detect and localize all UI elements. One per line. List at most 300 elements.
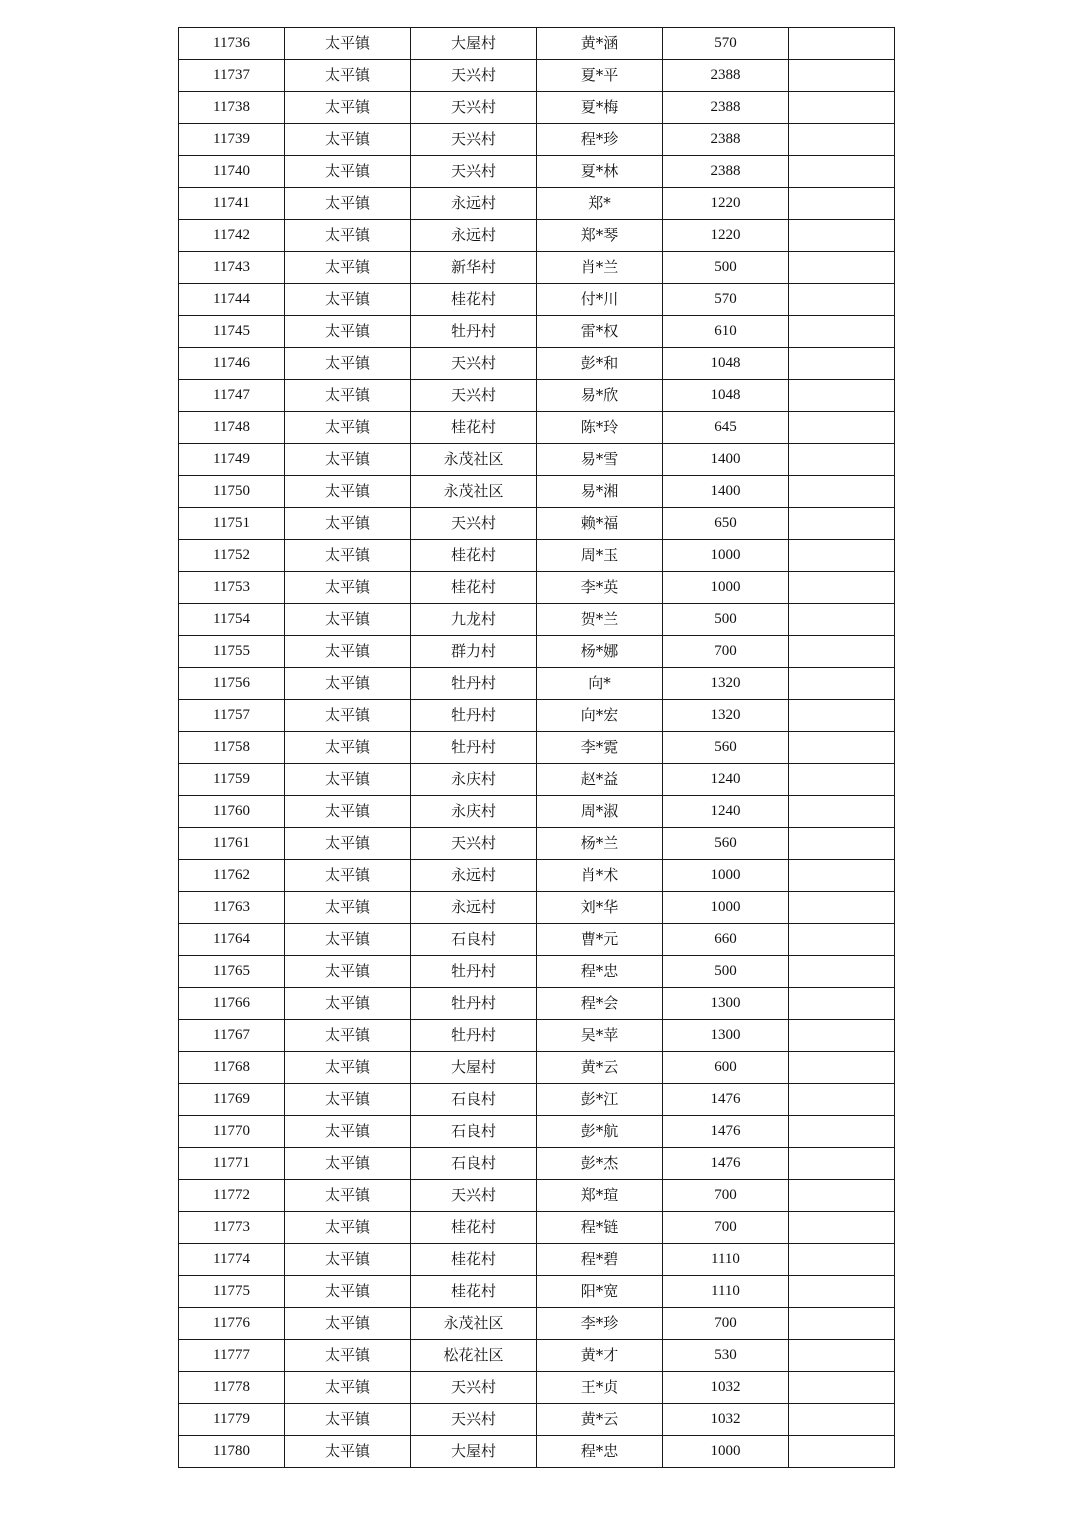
serial-number-cell: 11777 (179, 1340, 285, 1372)
town-cell: 太平镇 (285, 700, 411, 732)
serial-number-cell: 11754 (179, 604, 285, 636)
village-cell: 桂花村 (411, 412, 537, 444)
name-cell: 程*会 (537, 988, 663, 1020)
table-row (179, 28, 895, 60)
remark-cell (789, 1148, 895, 1180)
table-row (179, 508, 895, 540)
table-row (179, 956, 895, 988)
serial-number-cell: 11779 (179, 1404, 285, 1436)
town-cell: 太平镇 (285, 1276, 411, 1308)
table-row (179, 540, 895, 572)
village-cell: 桂花村 (411, 284, 537, 316)
serial-number-cell: 11756 (179, 668, 285, 700)
serial-number-cell: 11753 (179, 572, 285, 604)
village-cell: 天兴村 (411, 348, 537, 380)
name-cell: 肖*术 (537, 860, 663, 892)
amount-cell: 700 (663, 636, 789, 668)
town-cell: 太平镇 (285, 1180, 411, 1212)
remark-cell (789, 892, 895, 924)
amount-cell: 2388 (663, 124, 789, 156)
table-row (179, 412, 895, 444)
amount-cell: 1110 (663, 1276, 789, 1308)
amount-cell: 1300 (663, 1020, 789, 1052)
remark-cell (789, 28, 895, 60)
amount-cell: 1220 (663, 220, 789, 252)
village-cell: 永远村 (411, 220, 537, 252)
name-cell: 赵*益 (537, 764, 663, 796)
village-cell: 永茂社区 (411, 476, 537, 508)
town-cell: 太平镇 (285, 988, 411, 1020)
remark-cell (789, 1116, 895, 1148)
amount-cell: 500 (663, 956, 789, 988)
serial-number-cell: 11766 (179, 988, 285, 1020)
amount-cell: 1220 (663, 188, 789, 220)
remark-cell (789, 412, 895, 444)
village-cell: 永茂社区 (411, 444, 537, 476)
remark-cell (789, 540, 895, 572)
name-cell: 彭*杰 (537, 1148, 663, 1180)
table-row (179, 284, 895, 316)
village-cell: 天兴村 (411, 508, 537, 540)
name-cell: 肖*兰 (537, 252, 663, 284)
amount-cell: 1032 (663, 1372, 789, 1404)
amount-cell: 560 (663, 828, 789, 860)
table-row (179, 860, 895, 892)
town-cell: 太平镇 (285, 924, 411, 956)
name-cell: 陈*玲 (537, 412, 663, 444)
village-cell: 桂花村 (411, 1276, 537, 1308)
remark-cell (789, 508, 895, 540)
amount-cell: 500 (663, 252, 789, 284)
table-row (179, 1276, 895, 1308)
table-row (179, 1308, 895, 1340)
table-row (179, 124, 895, 156)
amount-cell: 1240 (663, 764, 789, 796)
serial-number-cell: 11772 (179, 1180, 285, 1212)
remark-cell (789, 1020, 895, 1052)
table-row (179, 1020, 895, 1052)
amount-cell: 1000 (663, 1436, 789, 1468)
village-cell: 永远村 (411, 188, 537, 220)
name-cell: 刘*华 (537, 892, 663, 924)
name-cell: 曹*元 (537, 924, 663, 956)
table-row (179, 380, 895, 412)
table-row (179, 572, 895, 604)
remark-cell (789, 668, 895, 700)
amount-cell: 1048 (663, 348, 789, 380)
town-cell: 太平镇 (285, 860, 411, 892)
town-cell: 太平镇 (285, 188, 411, 220)
table-row (179, 1180, 895, 1212)
amount-cell: 1476 (663, 1148, 789, 1180)
village-cell: 桂花村 (411, 572, 537, 604)
serial-number-cell: 11744 (179, 284, 285, 316)
name-cell: 向*宏 (537, 700, 663, 732)
name-cell: 程*忠 (537, 1436, 663, 1468)
amount-cell: 600 (663, 1052, 789, 1084)
serial-number-cell: 11746 (179, 348, 285, 380)
town-cell: 太平镇 (285, 668, 411, 700)
village-cell: 石良村 (411, 1084, 537, 1116)
village-cell: 石良村 (411, 1148, 537, 1180)
remark-cell (789, 1244, 895, 1276)
serial-number-cell: 11757 (179, 700, 285, 732)
serial-number-cell: 11750 (179, 476, 285, 508)
serial-number-cell: 11749 (179, 444, 285, 476)
remark-cell (789, 572, 895, 604)
town-cell: 太平镇 (285, 1052, 411, 1084)
town-cell: 太平镇 (285, 892, 411, 924)
village-cell: 群力村 (411, 636, 537, 668)
village-cell: 天兴村 (411, 1372, 537, 1404)
remark-cell (789, 764, 895, 796)
town-cell: 太平镇 (285, 732, 411, 764)
name-cell: 付*川 (537, 284, 663, 316)
serial-number-cell: 11752 (179, 540, 285, 572)
village-cell: 天兴村 (411, 156, 537, 188)
amount-cell: 1400 (663, 476, 789, 508)
amount-cell: 2388 (663, 92, 789, 124)
serial-number-cell: 11780 (179, 1436, 285, 1468)
table-row (179, 188, 895, 220)
table-row (179, 636, 895, 668)
table-row (179, 988, 895, 1020)
amount-cell: 650 (663, 508, 789, 540)
town-cell: 太平镇 (285, 284, 411, 316)
table-row (179, 1404, 895, 1436)
table-row (179, 156, 895, 188)
name-cell: 程*链 (537, 1212, 663, 1244)
amount-cell: 2388 (663, 60, 789, 92)
amount-cell: 700 (663, 1212, 789, 1244)
village-cell: 永庆村 (411, 796, 537, 828)
town-cell: 太平镇 (285, 828, 411, 860)
village-cell: 永远村 (411, 860, 537, 892)
serial-number-cell: 11737 (179, 60, 285, 92)
table-row (179, 1052, 895, 1084)
town-cell: 太平镇 (285, 764, 411, 796)
remark-cell (789, 1436, 895, 1468)
serial-number-cell: 11742 (179, 220, 285, 252)
remark-cell (789, 988, 895, 1020)
amount-cell: 570 (663, 284, 789, 316)
village-cell: 牡丹村 (411, 700, 537, 732)
village-cell: 牡丹村 (411, 1020, 537, 1052)
remark-cell (789, 1212, 895, 1244)
remark-cell (789, 636, 895, 668)
remark-cell (789, 348, 895, 380)
serial-number-cell: 11739 (179, 124, 285, 156)
amount-cell: 700 (663, 1180, 789, 1212)
town-cell: 太平镇 (285, 124, 411, 156)
amount-cell: 1476 (663, 1116, 789, 1148)
town-cell: 太平镇 (285, 1244, 411, 1276)
table-row (179, 348, 895, 380)
village-cell: 牡丹村 (411, 316, 537, 348)
table-row (179, 1340, 895, 1372)
name-cell: 杨*娜 (537, 636, 663, 668)
remark-cell (789, 220, 895, 252)
town-cell: 太平镇 (285, 636, 411, 668)
village-cell: 永茂社区 (411, 1308, 537, 1340)
name-cell: 易*湘 (537, 476, 663, 508)
name-cell: 郑*瑄 (537, 1180, 663, 1212)
name-cell: 郑*琴 (537, 220, 663, 252)
table-row (179, 444, 895, 476)
table-row (179, 1148, 895, 1180)
village-cell: 九龙村 (411, 604, 537, 636)
table-row (179, 1436, 895, 1468)
serial-number-cell: 11759 (179, 764, 285, 796)
table-row (179, 764, 895, 796)
table-row (179, 892, 895, 924)
amount-cell: 1000 (663, 860, 789, 892)
name-cell: 彭*和 (537, 348, 663, 380)
name-cell: 杨*兰 (537, 828, 663, 860)
village-cell: 天兴村 (411, 92, 537, 124)
name-cell: 郑* (537, 188, 663, 220)
serial-number-cell: 11767 (179, 1020, 285, 1052)
remark-cell (789, 1372, 895, 1404)
serial-number-cell: 11755 (179, 636, 285, 668)
serial-number-cell: 11776 (179, 1308, 285, 1340)
remark-cell (789, 732, 895, 764)
table-row (179, 604, 895, 636)
town-cell: 太平镇 (285, 540, 411, 572)
serial-number-cell: 11768 (179, 1052, 285, 1084)
table-row (179, 1372, 895, 1404)
remark-cell (789, 60, 895, 92)
remark-cell (789, 1276, 895, 1308)
remark-cell (789, 252, 895, 284)
amount-cell: 660 (663, 924, 789, 956)
town-cell: 太平镇 (285, 508, 411, 540)
remark-cell (789, 92, 895, 124)
town-cell: 太平镇 (285, 1340, 411, 1372)
village-cell: 天兴村 (411, 124, 537, 156)
town-cell: 太平镇 (285, 1212, 411, 1244)
serial-number-cell: 11745 (179, 316, 285, 348)
amount-cell: 1320 (663, 700, 789, 732)
village-cell: 牡丹村 (411, 732, 537, 764)
serial-number-cell: 11738 (179, 92, 285, 124)
name-cell: 黄*云 (537, 1404, 663, 1436)
village-cell: 桂花村 (411, 1212, 537, 1244)
serial-number-cell: 11764 (179, 924, 285, 956)
table-row (179, 1212, 895, 1244)
remark-cell (789, 380, 895, 412)
village-cell: 永庆村 (411, 764, 537, 796)
remark-cell (789, 924, 895, 956)
name-cell: 赖*福 (537, 508, 663, 540)
amount-cell: 1320 (663, 668, 789, 700)
name-cell: 夏*梅 (537, 92, 663, 124)
town-cell: 太平镇 (285, 380, 411, 412)
name-cell: 贺*兰 (537, 604, 663, 636)
serial-number-cell: 11778 (179, 1372, 285, 1404)
table-body (179, 28, 895, 1468)
village-cell: 牡丹村 (411, 988, 537, 1020)
name-cell: 周*玉 (537, 540, 663, 572)
remark-cell (789, 700, 895, 732)
town-cell: 太平镇 (285, 1404, 411, 1436)
amount-cell: 1048 (663, 380, 789, 412)
table-row (179, 252, 895, 284)
serial-number-cell: 11762 (179, 860, 285, 892)
serial-number-cell: 11770 (179, 1116, 285, 1148)
serial-number-cell: 11775 (179, 1276, 285, 1308)
remark-cell (789, 956, 895, 988)
village-cell: 天兴村 (411, 1404, 537, 1436)
table-row (179, 1244, 895, 1276)
town-cell: 太平镇 (285, 1148, 411, 1180)
town-cell: 太平镇 (285, 1436, 411, 1468)
name-cell: 程*碧 (537, 1244, 663, 1276)
town-cell: 太平镇 (285, 252, 411, 284)
name-cell: 李*珍 (537, 1308, 663, 1340)
name-cell: 易*雪 (537, 444, 663, 476)
name-cell: 李*霓 (537, 732, 663, 764)
village-cell: 天兴村 (411, 828, 537, 860)
amount-cell: 2388 (663, 156, 789, 188)
name-cell: 程*忠 (537, 956, 663, 988)
name-cell: 黄*涵 (537, 28, 663, 60)
serial-number-cell: 11736 (179, 28, 285, 60)
village-cell: 牡丹村 (411, 668, 537, 700)
village-cell: 大屋村 (411, 1436, 537, 1468)
remark-cell (789, 796, 895, 828)
serial-number-cell: 11760 (179, 796, 285, 828)
amount-cell: 1032 (663, 1404, 789, 1436)
amount-cell: 645 (663, 412, 789, 444)
amount-cell: 1110 (663, 1244, 789, 1276)
table-row (179, 732, 895, 764)
amount-cell: 1476 (663, 1084, 789, 1116)
village-cell: 桂花村 (411, 540, 537, 572)
town-cell: 太平镇 (285, 1372, 411, 1404)
amount-cell: 1000 (663, 540, 789, 572)
amount-cell: 1300 (663, 988, 789, 1020)
name-cell: 黄*才 (537, 1340, 663, 1372)
data-table (178, 27, 895, 1468)
remark-cell (789, 1404, 895, 1436)
amount-cell: 1000 (663, 892, 789, 924)
town-cell: 太平镇 (285, 156, 411, 188)
town-cell: 太平镇 (285, 60, 411, 92)
remark-cell (789, 444, 895, 476)
name-cell: 易*欣 (537, 380, 663, 412)
town-cell: 太平镇 (285, 316, 411, 348)
remark-cell (789, 1052, 895, 1084)
remark-cell (789, 604, 895, 636)
remark-cell (789, 316, 895, 348)
name-cell: 向* (537, 668, 663, 700)
table-row (179, 1084, 895, 1116)
name-cell: 彭*航 (537, 1116, 663, 1148)
name-cell: 黄*云 (537, 1052, 663, 1084)
table-row (179, 924, 895, 956)
table-row (179, 796, 895, 828)
town-cell: 太平镇 (285, 1308, 411, 1340)
name-cell: 程*珍 (537, 124, 663, 156)
village-cell: 松花社区 (411, 1340, 537, 1372)
remark-cell (789, 860, 895, 892)
village-cell: 石良村 (411, 1116, 537, 1148)
serial-number-cell: 11771 (179, 1148, 285, 1180)
name-cell: 王*贞 (537, 1372, 663, 1404)
name-cell: 雷*权 (537, 316, 663, 348)
town-cell: 太平镇 (285, 92, 411, 124)
table-row (179, 476, 895, 508)
serial-number-cell: 11743 (179, 252, 285, 284)
amount-cell: 1000 (663, 572, 789, 604)
amount-cell: 570 (663, 28, 789, 60)
serial-number-cell: 11773 (179, 1212, 285, 1244)
remark-cell (789, 284, 895, 316)
remark-cell (789, 188, 895, 220)
name-cell: 吴*苹 (537, 1020, 663, 1052)
serial-number-cell: 11758 (179, 732, 285, 764)
village-cell: 天兴村 (411, 1180, 537, 1212)
village-cell: 永远村 (411, 892, 537, 924)
town-cell: 太平镇 (285, 412, 411, 444)
name-cell: 夏*林 (537, 156, 663, 188)
amount-cell: 700 (663, 1308, 789, 1340)
table-row (179, 220, 895, 252)
village-cell: 大屋村 (411, 1052, 537, 1084)
serial-number-cell: 11751 (179, 508, 285, 540)
serial-number-cell: 11763 (179, 892, 285, 924)
name-cell: 周*淑 (537, 796, 663, 828)
town-cell: 太平镇 (285, 28, 411, 60)
town-cell: 太平镇 (285, 220, 411, 252)
town-cell: 太平镇 (285, 1116, 411, 1148)
serial-number-cell: 11740 (179, 156, 285, 188)
town-cell: 太平镇 (285, 572, 411, 604)
remark-cell (789, 1340, 895, 1372)
town-cell: 太平镇 (285, 956, 411, 988)
name-cell: 彭*江 (537, 1084, 663, 1116)
serial-number-cell: 11765 (179, 956, 285, 988)
remark-cell (789, 1308, 895, 1340)
remark-cell (789, 124, 895, 156)
amount-cell: 500 (663, 604, 789, 636)
serial-number-cell: 11761 (179, 828, 285, 860)
remark-cell (789, 828, 895, 860)
village-cell: 天兴村 (411, 60, 537, 92)
town-cell: 太平镇 (285, 348, 411, 380)
village-cell: 桂花村 (411, 1244, 537, 1276)
village-cell: 天兴村 (411, 380, 537, 412)
table-row (179, 1116, 895, 1148)
table-row (179, 828, 895, 860)
table-row (179, 316, 895, 348)
amount-cell: 610 (663, 316, 789, 348)
serial-number-cell: 11748 (179, 412, 285, 444)
town-cell: 太平镇 (285, 604, 411, 636)
amount-cell: 1400 (663, 444, 789, 476)
village-cell: 大屋村 (411, 28, 537, 60)
name-cell: 夏*平 (537, 60, 663, 92)
serial-number-cell: 11769 (179, 1084, 285, 1116)
village-cell: 石良村 (411, 924, 537, 956)
remark-cell (789, 1084, 895, 1116)
town-cell: 太平镇 (285, 1084, 411, 1116)
amount-cell: 560 (663, 732, 789, 764)
serial-number-cell: 11774 (179, 1244, 285, 1276)
remark-cell (789, 476, 895, 508)
town-cell: 太平镇 (285, 444, 411, 476)
